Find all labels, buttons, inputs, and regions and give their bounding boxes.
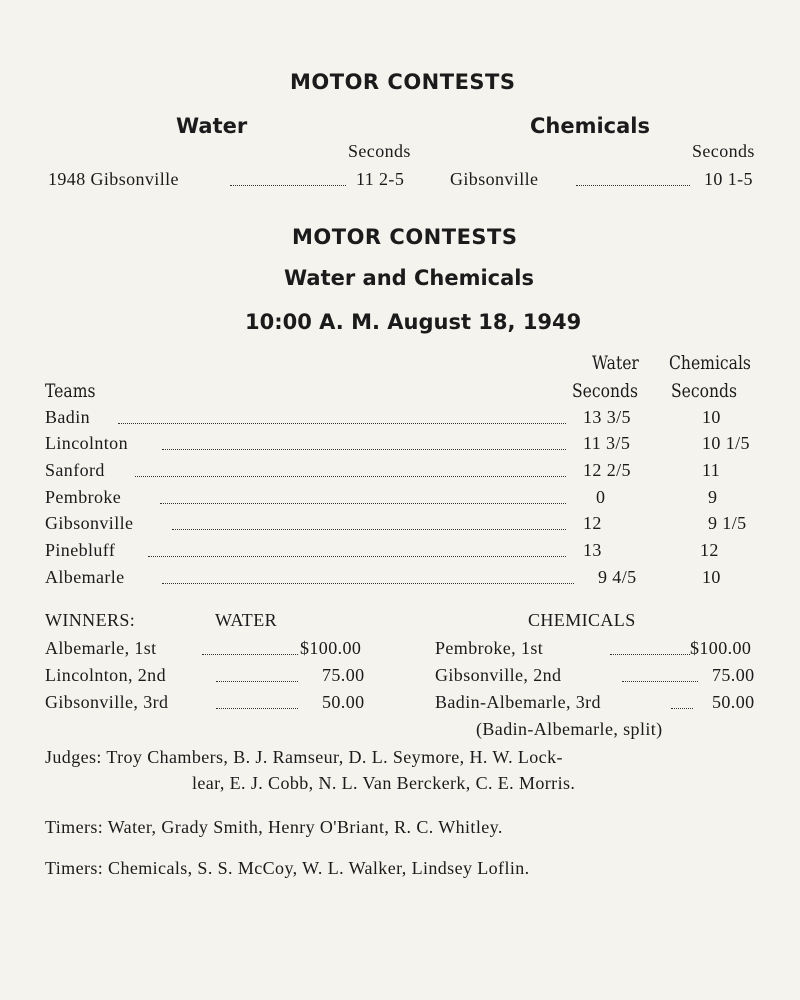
chemicals-time: 12 bbox=[700, 540, 719, 560]
water-time: 0 bbox=[596, 487, 606, 507]
water-and-chemicals-subtitle: Water and Chemicals bbox=[284, 266, 535, 290]
teams-column-header: Teams bbox=[45, 380, 96, 402]
split-note: (Badin-Albemarle, split) bbox=[476, 719, 663, 739]
chemicals-record-leader bbox=[576, 185, 690, 186]
water-time: 12 bbox=[583, 513, 602, 533]
water-winner-leader bbox=[216, 708, 298, 709]
water-time: 12 2/5 bbox=[583, 460, 631, 480]
row-leader bbox=[160, 503, 566, 504]
winners-label: WINNERS: bbox=[45, 610, 136, 630]
water-winner-place: Gibsonville, 3rd bbox=[45, 692, 169, 712]
chemicals-record-time: 10 1-5 bbox=[704, 169, 753, 189]
row-leader bbox=[162, 449, 566, 450]
water-seconds-label: Seconds bbox=[348, 141, 411, 161]
water-time: 13 3/5 bbox=[583, 407, 631, 427]
chemicals-winner-leader bbox=[671, 708, 693, 709]
chemicals-column-header-line2: Seconds bbox=[671, 380, 738, 402]
row-leader bbox=[162, 583, 574, 584]
water-record-team: 1948 Gibsonville bbox=[48, 169, 179, 189]
winners-water-label: WATER bbox=[215, 610, 277, 630]
water-winner-leader bbox=[202, 654, 298, 655]
team-name: Gibsonville bbox=[45, 513, 134, 533]
chemicals-time: 11 bbox=[702, 460, 721, 480]
timers-water: Timers: Water, Grady Smith, Henry O'Briant, R. C. Whitley. bbox=[45, 817, 503, 837]
water-record-leader bbox=[230, 185, 346, 186]
water-column-header-line2: Seconds bbox=[572, 380, 639, 402]
row-leader bbox=[148, 556, 566, 557]
team-name: Pinebluff bbox=[45, 540, 116, 560]
water-winner-amount: 75.00 bbox=[322, 665, 365, 685]
chemicals-winner-place: Gibsonville, 2nd bbox=[435, 665, 562, 685]
water-column-header-line1: Water bbox=[592, 352, 639, 374]
team-name: Pembroke bbox=[45, 487, 122, 507]
team-name: Sanford bbox=[45, 460, 105, 480]
chemicals-winner-place: Badin-Albemarle, 3rd bbox=[435, 692, 601, 712]
chemicals-heading: Chemicals bbox=[530, 114, 651, 138]
row-leader bbox=[118, 423, 566, 424]
water-record-time: 11 2-5 bbox=[356, 169, 405, 189]
water-winner-place: Albemarle, 1st bbox=[45, 638, 157, 658]
water-winner-amount: 50.00 bbox=[322, 692, 365, 712]
chemicals-column-header-line1: Chemicals bbox=[669, 352, 751, 374]
chemicals-time: 10 1/5 bbox=[702, 433, 750, 453]
water-winner-leader bbox=[216, 681, 298, 682]
chemicals-winner-amount: $100.00 bbox=[690, 638, 752, 658]
chemicals-time: 10 bbox=[702, 567, 721, 587]
chemicals-winner-amount: 50.00 bbox=[712, 692, 755, 712]
chemicals-time: 10 bbox=[702, 407, 721, 427]
chemicals-winner-leader bbox=[610, 654, 690, 655]
chemicals-winner-amount: 75.00 bbox=[712, 665, 755, 685]
water-winner-amount: $100.00 bbox=[300, 638, 362, 658]
contest-datetime: 10:00 A. M. August 18, 1949 bbox=[245, 310, 582, 334]
chemicals-record-team: Gibsonville bbox=[450, 169, 539, 189]
row-leader bbox=[135, 476, 566, 477]
water-time: 9 4/5 bbox=[598, 567, 637, 587]
team-name: Badin bbox=[45, 407, 90, 427]
team-name: Albemarle bbox=[45, 567, 125, 587]
water-time: 13 bbox=[583, 540, 602, 560]
judges-line-2: lear, E. J. Cobb, N. L. Van Berckerk, C. E. Morris. bbox=[192, 773, 576, 793]
chemicals-time: 9 bbox=[708, 487, 718, 507]
row-leader bbox=[172, 529, 566, 530]
water-time: 11 3/5 bbox=[583, 433, 631, 453]
timers-chemicals: Timers: Chemicals, S. S. McCoy, W. L. Walker, Lindsey Loflin. bbox=[45, 858, 530, 878]
chemicals-winner-place: Pembroke, 1st bbox=[435, 638, 544, 658]
motor-contests-title-1: MOTOR CONTESTS bbox=[290, 70, 516, 94]
motor-contests-title-2: MOTOR CONTESTS bbox=[292, 225, 518, 249]
chemicals-time: 9 1/5 bbox=[708, 513, 747, 533]
chemicals-winner-leader bbox=[622, 681, 698, 682]
winners-chemicals-label: CHEMICALS bbox=[528, 610, 636, 630]
judges-line-1: Judges: Troy Chambers, B. J. Ramseur, D. L. Seymore, H. W. Lock- bbox=[45, 747, 563, 767]
chemicals-seconds-label: Seconds bbox=[692, 141, 755, 161]
water-heading: Water bbox=[176, 114, 248, 138]
water-winner-place: Lincolnton, 2nd bbox=[45, 665, 166, 685]
team-name: Lincolnton bbox=[45, 433, 128, 453]
